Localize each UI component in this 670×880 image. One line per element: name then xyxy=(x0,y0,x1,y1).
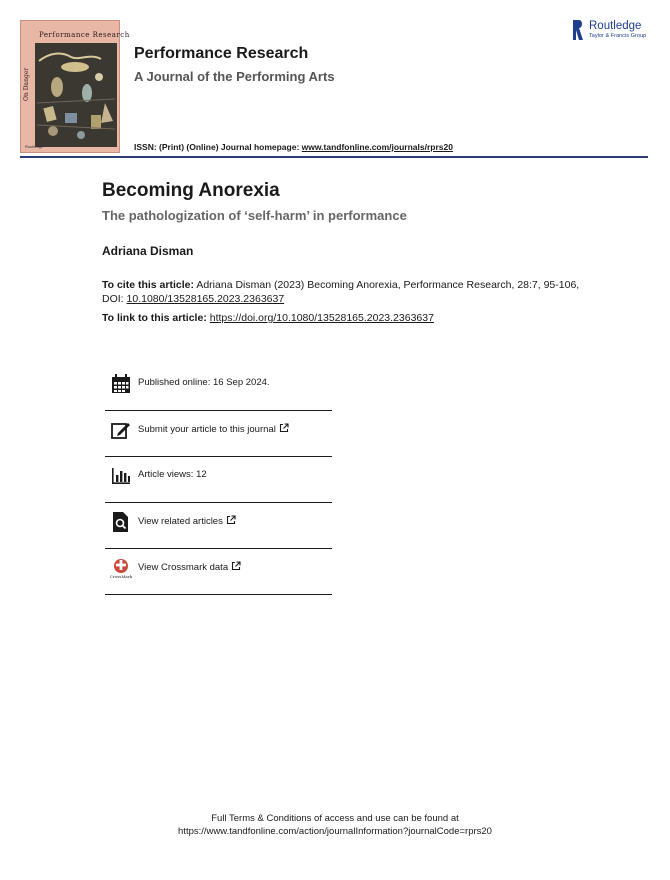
cover-publisher-text: Routledge xyxy=(25,144,44,149)
journal-subtitle: A Journal of the Performing Arts xyxy=(134,69,335,84)
external-link-icon xyxy=(226,515,236,525)
article-views: Article views: 12 xyxy=(138,469,207,480)
citation xyxy=(102,279,582,306)
external-link-icon xyxy=(279,423,289,433)
views-row xyxy=(105,457,332,503)
related-articles-label: View related articles xyxy=(138,516,223,527)
related-articles-row[interactable] xyxy=(105,503,332,549)
cover-title: Performance Research xyxy=(39,31,130,39)
search-document-icon xyxy=(110,511,132,533)
routledge-logo-icon xyxy=(571,18,585,42)
article-subtitle: The pathologization of ‘self-harm’ in performance xyxy=(102,208,407,223)
article-info xyxy=(102,180,602,326)
journal-header xyxy=(0,0,670,160)
article-author: Adriana Disman xyxy=(102,244,194,258)
article-metadata-list xyxy=(105,365,332,595)
journal-title: Performance Research xyxy=(134,45,309,62)
header-divider xyxy=(20,156,648,158)
bar-chart-icon xyxy=(110,465,132,487)
article-title: Becoming Anorexia xyxy=(102,180,280,201)
cite-label: To cite this article: xyxy=(102,279,194,291)
article-link-line xyxy=(102,312,602,326)
link-label: To link to this article: xyxy=(102,312,210,324)
footer-terms xyxy=(0,813,670,838)
external-link-icon xyxy=(231,561,241,571)
crossmark-link[interactable] xyxy=(138,561,241,573)
footer-terms-link[interactable]: https://www.tandfonline.com/action/journalInformation?journalCode=rprs20 xyxy=(178,825,492,837)
related-articles-link[interactable] xyxy=(138,515,236,527)
article-url-link[interactable]: https://doi.org/10.1080/13528165.2023.2363637 xyxy=(209,312,434,324)
journal-homepage-link[interactable]: www.tandfonline.com/journals/rprs20 xyxy=(301,142,453,152)
submit-article-row[interactable] xyxy=(105,411,332,457)
publisher-name: Routledge xyxy=(589,20,642,32)
journal-cover-image[interactable] xyxy=(20,20,130,153)
publisher-tagline: Taylor & Francis Group xyxy=(589,33,647,39)
issn-prefix: ISSN: (Print) (Online) Journal homepage: xyxy=(134,142,302,152)
footer-line-1: Full Terms & Conditions of access and use can be found at xyxy=(211,813,459,824)
edit-icon xyxy=(110,419,132,441)
published-date: Published online: 16 Sep 2024. xyxy=(138,377,270,388)
cite-text: Adriana Disman (2023) Becoming Anorexia, Performance Research, 28:7, 95-106, DOI: xyxy=(102,279,580,305)
doi-link[interactable]: 10.1080/13528165.2023.2363637 xyxy=(126,292,285,305)
submit-article-label: Submit your article to this journal xyxy=(138,424,276,435)
calendar-icon xyxy=(110,373,132,395)
published-row xyxy=(105,365,332,411)
publisher-logo[interactable] xyxy=(571,18,651,44)
crossmark-label: View Crossmark data xyxy=(138,562,229,573)
issn-line xyxy=(134,142,453,152)
cover-artwork xyxy=(35,43,117,147)
crossmark-icon xyxy=(110,557,132,579)
submit-article-link[interactable] xyxy=(138,423,289,435)
cover-side-text: On Danger xyxy=(23,67,30,101)
crossmark-badge-text: CrossMark xyxy=(109,574,133,579)
crossmark-row[interactable] xyxy=(105,549,332,595)
